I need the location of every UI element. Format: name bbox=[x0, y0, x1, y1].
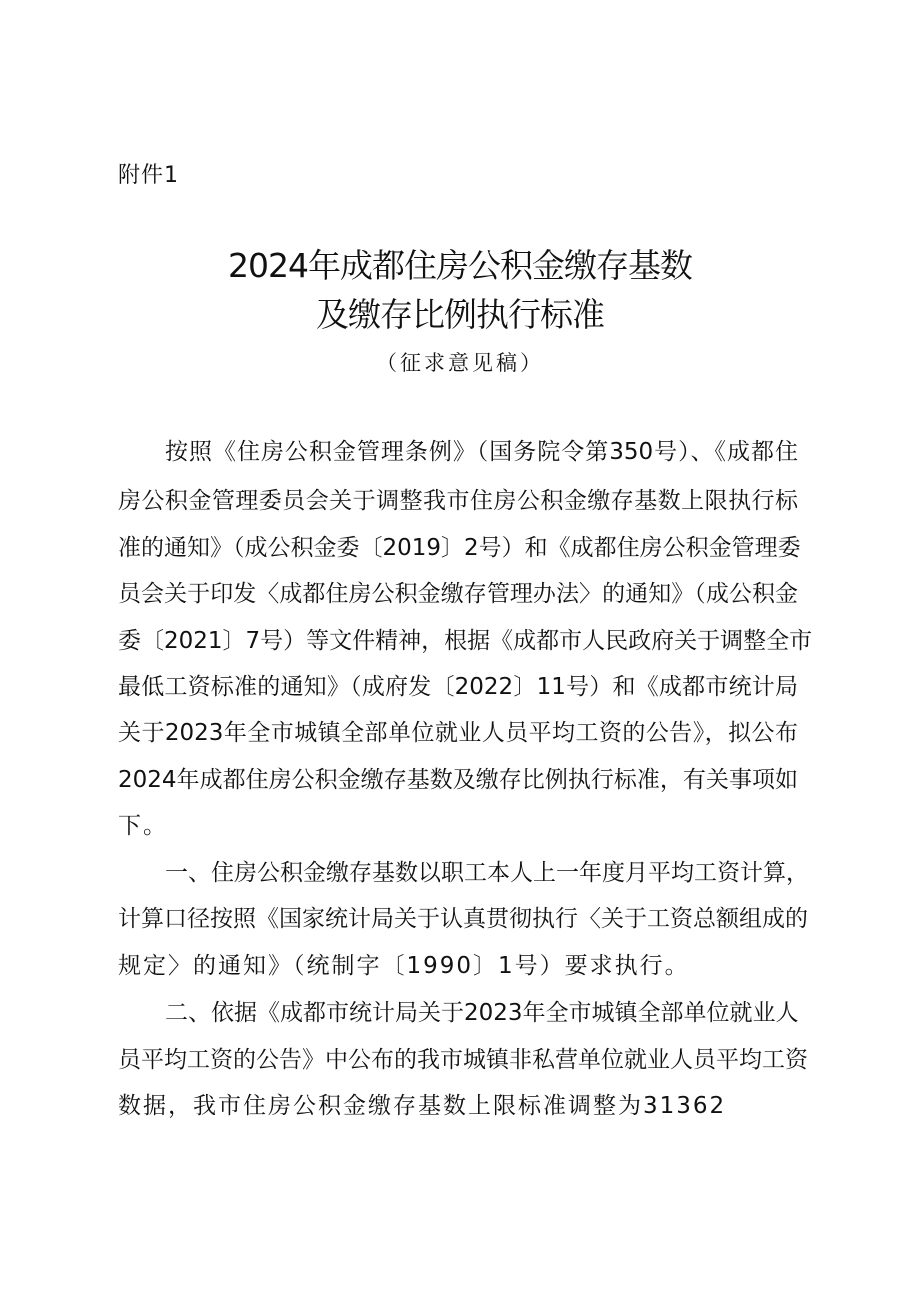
body-line: 委〔2021〕7号）等文件精神，根据《成都市人民政府关于调整全市 bbox=[118, 628, 813, 654]
document-subtitle: （征求意见稿） bbox=[376, 351, 544, 375]
body-line: 员会关于印发〈成都住房公积金缴存管理办法〉的通知》（成公积金 bbox=[118, 581, 798, 607]
body-line: 计算口径按照《国家统计局关于认真贯彻执行〈关于工资总额组成的 bbox=[118, 906, 808, 932]
body-line: 下。 bbox=[118, 813, 168, 839]
body-line: 员平均工资的公告》中公布的我市城镇非私营单位就业人员平均工资 bbox=[118, 1047, 808, 1073]
body-line: 规定〉的通知》（统制字〔1990〕1号）要求执行。 bbox=[118, 953, 690, 979]
body-line: 2024年成都住房公积金缴存基数及缴存比例执行标准，有关事项如 bbox=[118, 767, 798, 793]
body-line: 按照《住房公积金管理条例》（国务院令第350号）、《成都住 bbox=[165, 439, 798, 465]
body-line: 数据，我市住房公积金缴存基数上限标准调整为31362 bbox=[118, 1093, 727, 1119]
body-line: 房公积金管理委员会关于调整我市住房公积金缴存基数上限执行标 bbox=[118, 488, 798, 514]
body-line: 准的通知》（成公积金委〔2019〕2号）和《成都住房公积金管理委 bbox=[118, 535, 801, 561]
document-title-line-2: 及缴存比例执行标准 bbox=[316, 295, 604, 334]
document-title-line-1: 2024年成都住房公积金缴存基数 bbox=[228, 246, 692, 285]
body-line: 最低工资标准的通知》（成府发〔2022〕11号）和《成都市统计局 bbox=[118, 674, 798, 700]
body-line: 一、住房公积金缴存基数以职工本人上一年度月平均工资计算， bbox=[165, 860, 809, 886]
attachment-label: 附件1 bbox=[118, 163, 179, 188]
body-line: 关于2023年全市城镇全部单位就业人员平均工资的公告》，拟公布 bbox=[118, 720, 798, 746]
body-line: 二、依据《成都市统计局关于2023年全市城镇全部单位就业人 bbox=[165, 1000, 799, 1026]
